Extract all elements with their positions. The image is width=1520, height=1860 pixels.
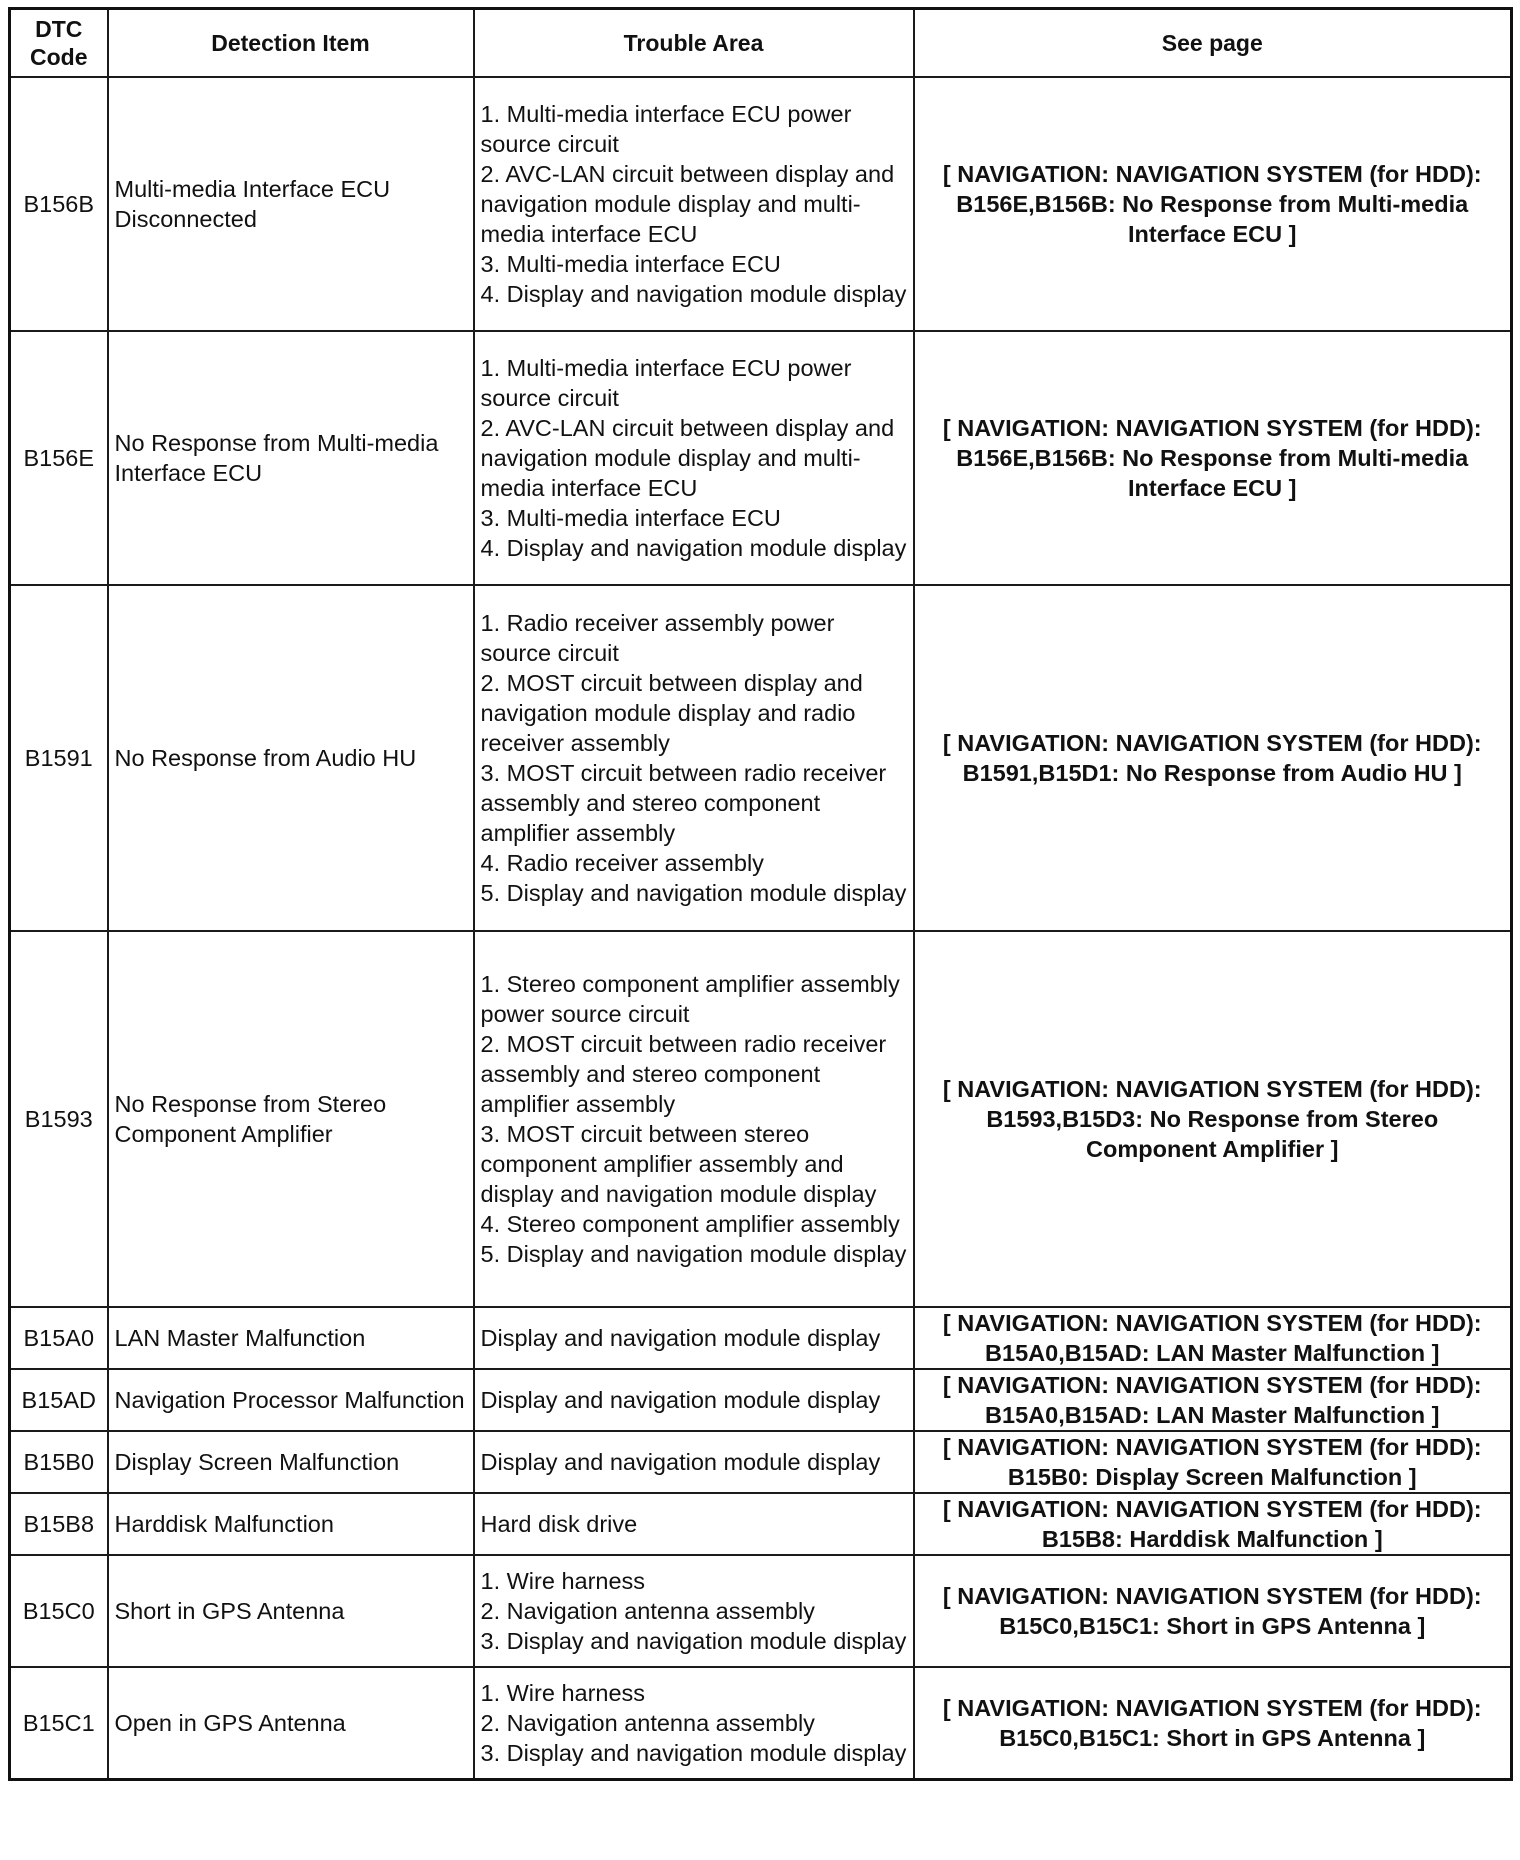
trouble-area-line: 1. Wire harness	[480, 1568, 646, 1594]
trouble-area	[474, 931, 914, 1307]
table-row	[10, 77, 1512, 331]
see-page-link[interactable]: [ NAVIGATION: NAVIGATION SYSTEM (for HDD): B15C0,B15C1: Short in GPS Antenna ]	[914, 1555, 1512, 1667]
see-page-link[interactable]: [ NAVIGATION: NAVIGATION SYSTEM (for HDD): B15B8: Harddisk Malfunction ]	[914, 1493, 1512, 1555]
detection-item: Short in GPS Antenna	[108, 1555, 474, 1667]
trouble-area	[474, 1555, 914, 1667]
table-row	[10, 585, 1512, 931]
trouble-area-line: Display and navigation module display	[480, 1387, 881, 1413]
dtc-code: B156B	[10, 77, 108, 331]
trouble-area-line: 5. Display and navigation module display	[480, 1241, 907, 1267]
trouble-area-line: 4. Display and navigation module display	[480, 535, 907, 561]
table-row	[10, 1493, 1512, 1555]
dtc-code: B15B0	[10, 1431, 108, 1493]
dtc-code: B1593	[10, 931, 108, 1307]
header-see-page: See page	[914, 9, 1512, 78]
table-row	[10, 331, 1512, 585]
detection-item: Multi-media Interface ECU Disconnected	[108, 77, 474, 331]
trouble-area-line: 4. Stereo component amplifier assembly	[480, 1211, 900, 1237]
see-page-link[interactable]: [ NAVIGATION: NAVIGATION SYSTEM (for HDD): B15C0,B15C1: Short in GPS Antenna ]	[914, 1667, 1512, 1779]
table-row	[10, 1555, 1512, 1667]
dtc-table	[8, 7, 1513, 1781]
trouble-area-line: Hard disk drive	[480, 1511, 638, 1537]
header-trouble-area: Trouble Area	[474, 9, 914, 78]
trouble-area	[474, 585, 914, 931]
trouble-area-line: 2. AVC-LAN circuit between display and navigation module display and multi-media interface ECU	[480, 415, 895, 501]
trouble-area-line: 1. Multi-media interface ECU power source circuit	[480, 101, 852, 157]
trouble-area-line: 2. AVC-LAN circuit between display and navigation module display and multi-media interface ECU	[480, 161, 895, 247]
table-header	[10, 9, 1512, 78]
trouble-area	[474, 1667, 914, 1779]
detection-item: Display Screen Malfunction	[108, 1431, 474, 1493]
table-row	[10, 931, 1512, 1307]
table-row	[10, 1667, 1512, 1779]
table-row	[10, 1307, 1512, 1369]
trouble-area-line: 1. Radio receiver assembly power source circuit	[480, 610, 835, 666]
see-page-link[interactable]: [ NAVIGATION: NAVIGATION SYSTEM (for HDD): B1593,B15D3: No Response from Stereo Component Amplifier ]	[914, 931, 1512, 1307]
dtc-code: B15C0	[10, 1555, 108, 1667]
table-body	[10, 77, 1512, 1779]
trouble-area-line: 3. Multi-media interface ECU	[480, 505, 781, 531]
trouble-area-line: 4. Radio receiver assembly	[480, 850, 764, 876]
trouble-area-line: 5. Display and navigation module display	[480, 880, 907, 906]
detection-item: LAN Master Malfunction	[108, 1307, 474, 1369]
trouble-area-line: 1. Stereo component amplifier assembly power source circuit	[480, 971, 900, 1027]
trouble-area-line: 1. Multi-media interface ECU power source circuit	[480, 355, 852, 411]
see-page-link[interactable]: [ NAVIGATION: NAVIGATION SYSTEM (for HDD): B156E,B156B: No Response from Multi-media Interface ECU ]	[914, 77, 1512, 331]
dtc-code: B1591	[10, 585, 108, 931]
detection-item: No Response from Multi-media Interface ECU	[108, 331, 474, 585]
table-row	[10, 1369, 1512, 1431]
dtc-code: B15C1	[10, 1667, 108, 1779]
see-page-link[interactable]: [ NAVIGATION: NAVIGATION SYSTEM (for HDD): B1591,B15D1: No Response from Audio HU ]	[914, 585, 1512, 931]
trouble-area	[474, 1431, 914, 1493]
see-page-link[interactable]: [ NAVIGATION: NAVIGATION SYSTEM (for HDD): B15A0,B15AD: LAN Master Malfunction ]	[914, 1369, 1512, 1431]
trouble-area-line: 3. Display and navigation module display	[480, 1628, 907, 1654]
detection-item: Open in GPS Antenna	[108, 1667, 474, 1779]
table-row	[10, 1431, 1512, 1493]
trouble-area	[474, 331, 914, 585]
see-page-link[interactable]: [ NAVIGATION: NAVIGATION SYSTEM (for HDD): B15A0,B15AD: LAN Master Malfunction ]	[914, 1307, 1512, 1369]
trouble-area	[474, 1493, 914, 1555]
trouble-area-line: 2. Navigation antenna assembly	[480, 1598, 815, 1624]
trouble-area-line: 3. MOST circuit between radio receiver assembly and stereo component amplifier assembly	[480, 760, 887, 846]
see-page-link[interactable]: [ NAVIGATION: NAVIGATION SYSTEM (for HDD): B15B0: Display Screen Malfunction ]	[914, 1431, 1512, 1493]
trouble-area-line: 3. Multi-media interface ECU	[480, 251, 781, 277]
trouble-area	[474, 1369, 914, 1431]
dtc-code: B15A0	[10, 1307, 108, 1369]
trouble-area	[474, 77, 914, 331]
trouble-area-line: 1. Wire harness	[480, 1679, 646, 1706]
trouble-area-line: 2. Navigation antenna assembly	[480, 1709, 815, 1736]
trouble-area-line: 3. Display and navigation module display	[480, 1739, 907, 1766]
detection-item: Navigation Processor Malfunction	[108, 1369, 474, 1431]
header-row	[10, 9, 1512, 78]
trouble-area-line: Display and navigation module display	[480, 1449, 881, 1475]
header-detection-item: Detection Item	[108, 9, 474, 78]
trouble-area-line: 2. MOST circuit between radio receiver assembly and stereo component amplifier assembly	[480, 1031, 887, 1117]
detection-item: No Response from Audio HU	[108, 585, 474, 931]
see-page-link[interactable]: [ NAVIGATION: NAVIGATION SYSTEM (for HDD): B156E,B156B: No Response from Multi-media Interface ECU ]	[914, 331, 1512, 585]
header-dtc-code: DTC Code	[10, 9, 108, 78]
trouble-area-line: 2. MOST circuit between display and navigation module display and radio receiver assembly	[480, 670, 863, 756]
trouble-area-line: 4. Display and navigation module display	[480, 281, 907, 307]
trouble-area-line: 3. MOST circuit between stereo component amplifier assembly and display and navigation module display	[480, 1121, 877, 1207]
detection-item: Harddisk Malfunction	[108, 1493, 474, 1555]
dtc-code: B15AD	[10, 1369, 108, 1431]
detection-item: No Response from Stereo Component Amplifier	[108, 931, 474, 1307]
dtc-code: B15B8	[10, 1493, 108, 1555]
dtc-code: B156E	[10, 331, 108, 585]
trouble-area	[474, 1307, 914, 1369]
trouble-area-line: Display and navigation module display	[480, 1325, 881, 1351]
